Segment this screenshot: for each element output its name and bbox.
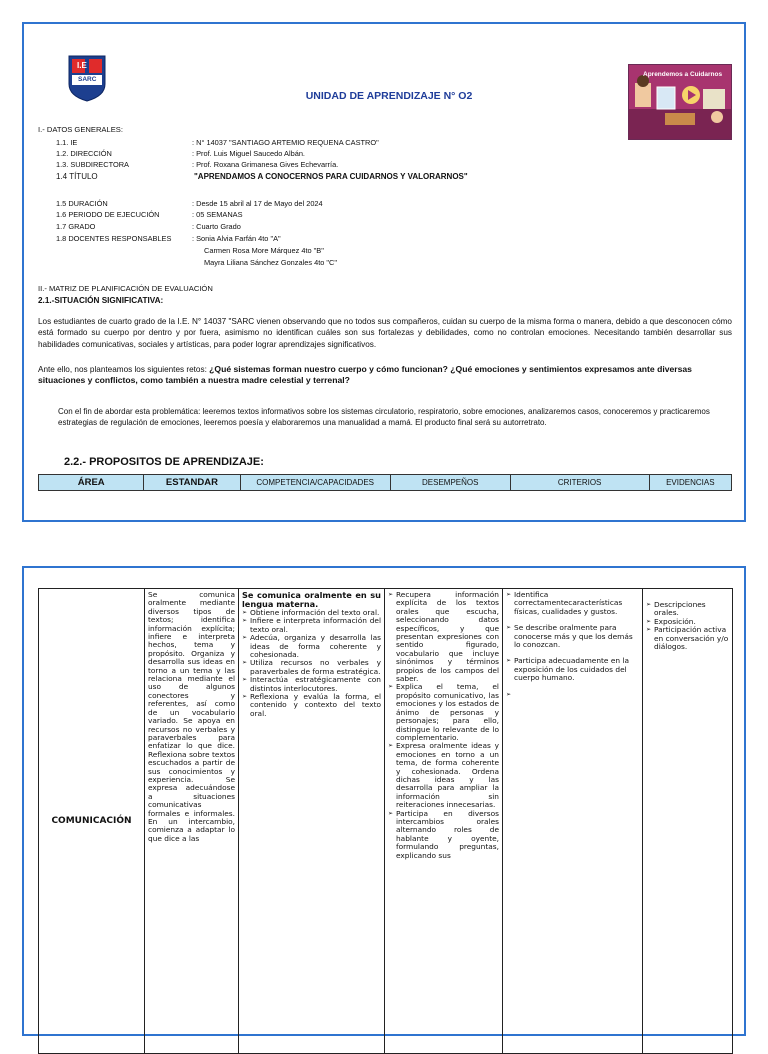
list-item: ➢ Participación activa en conversación y/o diálogos. <box>646 626 729 651</box>
capacidades-list <box>242 609 381 718</box>
desempenos-cell <box>385 589 503 1054</box>
datos-value-periodo: : 05 SEMANAS <box>192 210 243 219</box>
situacion-heading: 2.1.-SITUACIÓN SIGNIFICATIVA: <box>38 296 164 305</box>
desempenos-list <box>388 591 499 860</box>
col-desempenos: DESEMPEÑOS <box>390 475 510 491</box>
list-item: ➢ Adecúa, organiza y desarrolla las ideas de forma coherente y cohesionada. <box>242 634 381 659</box>
datos-heading: I.- DATOS GENERALES: <box>38 125 123 134</box>
logo-text: SARC <box>78 76 97 83</box>
list-item: ➢ Recupera información explícita de los textos orales que escucha, seleccionando datos específicos, y que presentan expresiones con sentido figurado, vocabulario que incluye sinónimos y términos propios de los campos del saber. <box>388 591 499 683</box>
col-estandar: ESTANDAR <box>144 475 240 491</box>
area-cell: COMUNICACIÓN <box>39 589 145 1054</box>
datos-value-subdirectora: : Prof. Roxana Grimanesa Gives Echevarría. <box>192 160 339 169</box>
banner-text: Aprendemos a Cuidarnos <box>643 71 723 78</box>
col-criterios: CRITERIOS <box>510 475 649 491</box>
datos-value-direccion: : Prof. Luis Miguel Saucedo Albán. <box>192 149 305 158</box>
propositos-title: 2.2.- PROPOSITOS DE APRENDIZAJE: <box>64 456 264 468</box>
datos-value-duracion: : Desde 15 abril al 17 de Mayo del 2024 <box>192 199 323 208</box>
spacer <box>506 683 639 691</box>
list-item: ➢ Obtiene información del texto oral. <box>242 609 381 617</box>
list-item: ➢ Infiere e interpreta información del texto oral. <box>242 617 381 634</box>
datos-label-titulo: 1.4 TÍTULO <box>56 172 98 181</box>
list-item: ➢ Participa en diversos intercambios orales alternando roles de hablante y oyente, formulando preguntas, explicando sus <box>388 810 499 860</box>
competencia-cell <box>239 589 385 1054</box>
datos-label-docentes: 1.8 DOCENTES RESPONSABLES <box>56 234 172 243</box>
table-row <box>39 589 733 1054</box>
matriz-heading: II.- MATRIZ DE PLANIFICACIÓN DE EVALUACIÓN <box>38 284 213 293</box>
evidencias-list <box>646 601 729 651</box>
list-item: ➢ Reflexiona y evalúa la forma, el contenido y contexto del texto oral. <box>242 693 381 718</box>
propositos-header-table <box>38 474 732 491</box>
evidencias-cell <box>643 589 733 1054</box>
datos-value-ie: : N° 14037 "SANTIAGO ARTEMIO REQUENA CASTRO" <box>192 138 379 147</box>
retos-text: ¿Qué sistemas forman nuestro cuerpo y cómo funcionan? ¿Qué emociones y sentimientos expresamos ante diversas situaciones y conflictos, como también a nuestra madre celestial y terrenal? <box>38 364 692 386</box>
document-page-1 <box>22 22 746 522</box>
list-item: ➢ Interactúa estratégicamente con distintos interlocutores. <box>242 676 381 693</box>
datos-label-duracion: 1.5 DURACIÓN <box>56 199 108 208</box>
datos-label-direccion: 1.2. DIRECCIÓN <box>56 149 112 158</box>
col-area: ÁREA <box>39 475 144 491</box>
unit-title: UNIDAD DE APRENDIZAJE N° O2 <box>305 90 473 102</box>
retos-intro: Ante ello, nos planteamos los siguientes retos: <box>38 365 210 374</box>
list-item: ➢ Expresa oralmente ideas y emociones en torno a un tema, de forma coherente y cohesionada. Ordena dichas ideas y las desarrolla para ampliar la información sin reiteraciones innecesarias. <box>388 742 499 809</box>
datos-value-grado: : Cuarto Grado <box>192 222 241 231</box>
datos-label-ie: 1.1. IE <box>56 138 78 147</box>
docente-b: Carmen Rosa More Márquez 4to "B" <box>204 246 324 255</box>
datos-label-subdirectora: 1.3. SUBDIRECTORA <box>56 160 129 169</box>
list-item: ➢ Explica el tema, el propósito comunicativo, las emociones y los estados de ánimo de personas y personajes; para ello, distingue lo relevante de lo complementario. <box>388 683 499 742</box>
datos-value-titulo: "APRENDAMOS A CONOCERNOS PARA CUIDARNOS Y VALORARNOS" <box>194 172 468 181</box>
document-page-2 <box>22 566 746 1036</box>
list-item: ➢ Descripciones orales. <box>646 601 729 618</box>
criterios-cell <box>503 589 643 1054</box>
logo-initials: I.E <box>77 61 87 70</box>
list-item: ➢ Exposición. <box>646 618 729 626</box>
datos-label-grado: 1.7 GRADO <box>56 222 96 231</box>
col-evidencias: EVIDENCIAS <box>649 475 731 491</box>
list-item: ➢ Identifica correctamentecaracterísticas físicas, cualidades y gustos. <box>506 591 639 616</box>
datos-label-periodo: 1.6 PERIODO DE EJECUCIÓN <box>56 210 160 219</box>
list-item: ➢ Se describe oralmente para conocerse más y que los demás lo conozcan. <box>506 624 639 649</box>
abordar-text: Con el fin de abordar esta problemática: leeremos textos informativos sobre los sistemas circulatorio, respiratorio, sobre emociones, analizaremos casos, conoceremos y practicaremos estrategias de regulación de emociones, leeremos poesía y elaboraremos una manualidad a mamá. El producto final será su autorretrato. <box>58 407 710 428</box>
banner-image <box>628 64 732 140</box>
estandar-cell: Se comunica oralmente mediante diversos tipos de textos; identifica información explícita; infiere e interpreta hechos, tema y propósito. Organiza y desarrolla sus ideas en torno a un tema y las relaciona mediante el uso de algunos conectores y referentes, así como de un vocabulario variado. Se apoya en recursos no verbales y paraverbales para enfatizar lo que dice. Reflexiona sobre textos escuchados a partir de sus conocimientos y experiencia. Se expresa adecuándose a situaciones comunicativas formales e informales. En un intercambio, comienza a adaptar lo que dice a las <box>145 589 239 1054</box>
list-item: ➢ Utiliza recursos no verbales y paraverbales de forma estratégica. <box>242 659 381 676</box>
propositos-table <box>38 588 733 1054</box>
school-logo <box>66 54 108 102</box>
col-competencia: COMPETENCIA/CAPACIDADES <box>240 475 390 491</box>
docente-c: Mayra Liliana Sánchez Gonzales 4to "C" <box>204 258 338 267</box>
list-item: ➢ Participa adecuadamente en la exposición de los cuidados del cuerpo humano. <box>506 657 639 682</box>
situacion-text: Los estudiantes de cuarto grado de la I.E. N° 14037 "SARC vienen observando que no todos sus compañeros, cuidan su cuerpo de la misma forma o manera, debido a que desconocen cómo está formado su cuerpo por dentro y por fuera, asimismo no identifican cuáles son sus fortalezas y debilidades, como no controlan emociones. Necesitando también desarrollar sus habilidades comunicativas, sociales y artísticas, para poder lograr aprendizajes significativos. <box>38 317 732 349</box>
retos-paragraph <box>38 364 732 387</box>
criterios-list <box>506 591 639 691</box>
competencia-title: Se comunica oralmente en su lengua materna. <box>242 590 381 609</box>
datos-value-docentes: : Sonia Alvia Farfán 4to "A" <box>192 234 281 243</box>
